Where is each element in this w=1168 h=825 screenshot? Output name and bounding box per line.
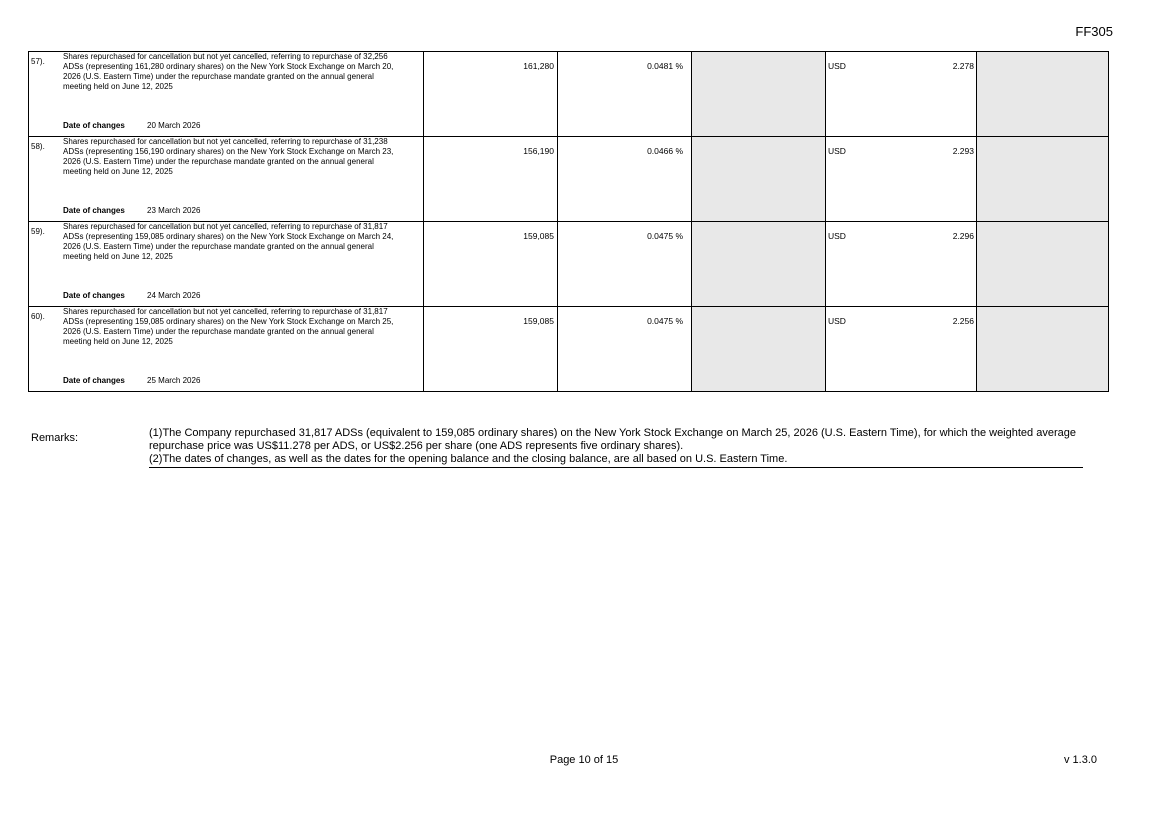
date-of-changes [63,376,200,385]
description-cell [29,52,424,137]
date-of-changes [63,291,200,300]
price: 2.293 [952,146,974,156]
quantity-cell [424,307,558,392]
table-row [29,52,1109,137]
percent-cell [558,222,692,307]
row-number: 57). [31,57,45,66]
row-number: 59). [31,227,45,236]
row-description: Shares repurchased for cancellation but not yet cancelled, referring to repurchase of 31,817 ADSs (representing 159,085 ordinary shares) on the New York Stock Exchange on March 25, 2026 (U.S. Eastern Time) under the repurchase mandate granted on the annual general meeting held on June 12, 2025 [63,307,394,346]
date-value: 20 March 2026 [147,121,201,130]
shaded-cell [692,137,826,222]
quantity: 161,280 [523,61,554,71]
quantity-cell [424,137,558,222]
percent: 0.0475 % [647,316,683,326]
percent: 0.0475 % [647,231,683,241]
percent-cell [558,307,692,392]
shaded-cell [692,222,826,307]
description-cell [29,307,424,392]
shaded-cell [977,137,1109,222]
price: 2.296 [952,231,974,241]
shaded-cell [977,52,1109,137]
percent-cell [558,137,692,222]
quantity-cell [424,52,558,137]
shaded-cell [977,307,1109,392]
row-description: Shares repurchased for cancellation but not yet cancelled, referring to repurchase of 31,238 ADSs (representing 156,190 ordinary shares) on the New York Stock Exchange on March 23, 2026 (U.S. Eastern Time) under the repurchase mandate granted on the annual general meeting held on June 12, 2025 [63,137,394,176]
quantity: 159,085 [523,316,554,326]
quantity-cell [424,222,558,307]
date-value: 23 March 2026 [147,206,201,215]
row-description: Shares repurchased for cancellation but not yet cancelled, referring to repurchase of 31,817 ADSs (representing 159,085 ordinary shares) on the New York Stock Exchange on March 24, 2026 (U.S. Eastern Time) under the repurchase mandate granted on the annual general meeting held on June 12, 2025 [63,222,394,261]
version-label: v 1.3.0 [1063,754,1097,766]
date-of-changes [63,206,200,215]
currency: USD [828,146,846,156]
date-value: 24 March 2026 [147,291,201,300]
price-cell [826,307,977,392]
price: 2.256 [952,316,974,326]
page-number: Page 10 of 15 [549,754,619,766]
table-row [29,307,1109,392]
row-number: 58). [31,142,45,151]
row-number: 60). [31,312,45,321]
remarks-label: Remarks: [31,432,79,444]
date-label: Date of changes [63,206,125,215]
date-label: Date of changes [63,376,125,385]
date-label: Date of changes [63,291,125,300]
price-cell [826,52,977,137]
price-cell [826,222,977,307]
date-label: Date of changes [63,121,125,130]
shaded-cell [977,222,1109,307]
date-value: 25 March 2026 [147,376,201,385]
quantity: 156,190 [523,146,554,156]
table-row [29,137,1109,222]
currency: USD [828,316,846,326]
quantity: 159,085 [523,231,554,241]
price: 2.278 [952,61,974,71]
table-row [29,222,1109,307]
percent: 0.0481 % [647,61,683,71]
remark-1: (1)The Company repurchased 31,817 ADSs (equivalent to 159,085 ordinary shares) on the New York Stock Exchange on March 25, 2026 (U.S. Eastern Time), for which the weighted average repurchase price was US$11.278 per ADS, or US$2.256 per share (one ADS represents five ordinary shares). [149,427,1076,452]
remark-2: (2)The dates of changes, as well as the dates for the opening balance and the closing balance, are all based on U.S. Eastern Time. [149,453,788,465]
form-code: FF305 [1075,24,1113,39]
share-changes-table [28,51,1109,392]
description-cell [29,222,424,307]
currency: USD [828,231,846,241]
description-cell [29,137,424,222]
currency: USD [828,61,846,71]
shaded-cell [692,307,826,392]
date-of-changes [63,121,200,130]
row-description: Shares repurchased for cancellation but not yet cancelled, referring to repurchase of 32,256 ADSs (representing 161,280 ordinary shares) on the New York Stock Exchange on March 20, 2026 (U.S. Eastern Time) under the repurchase mandate granted on the annual general meeting held on June 12, 2025 [63,52,394,91]
price-cell [826,137,977,222]
percent: 0.0466 % [647,146,683,156]
shaded-cell [692,52,826,137]
remarks-text [149,427,1083,468]
percent-cell [558,52,692,137]
